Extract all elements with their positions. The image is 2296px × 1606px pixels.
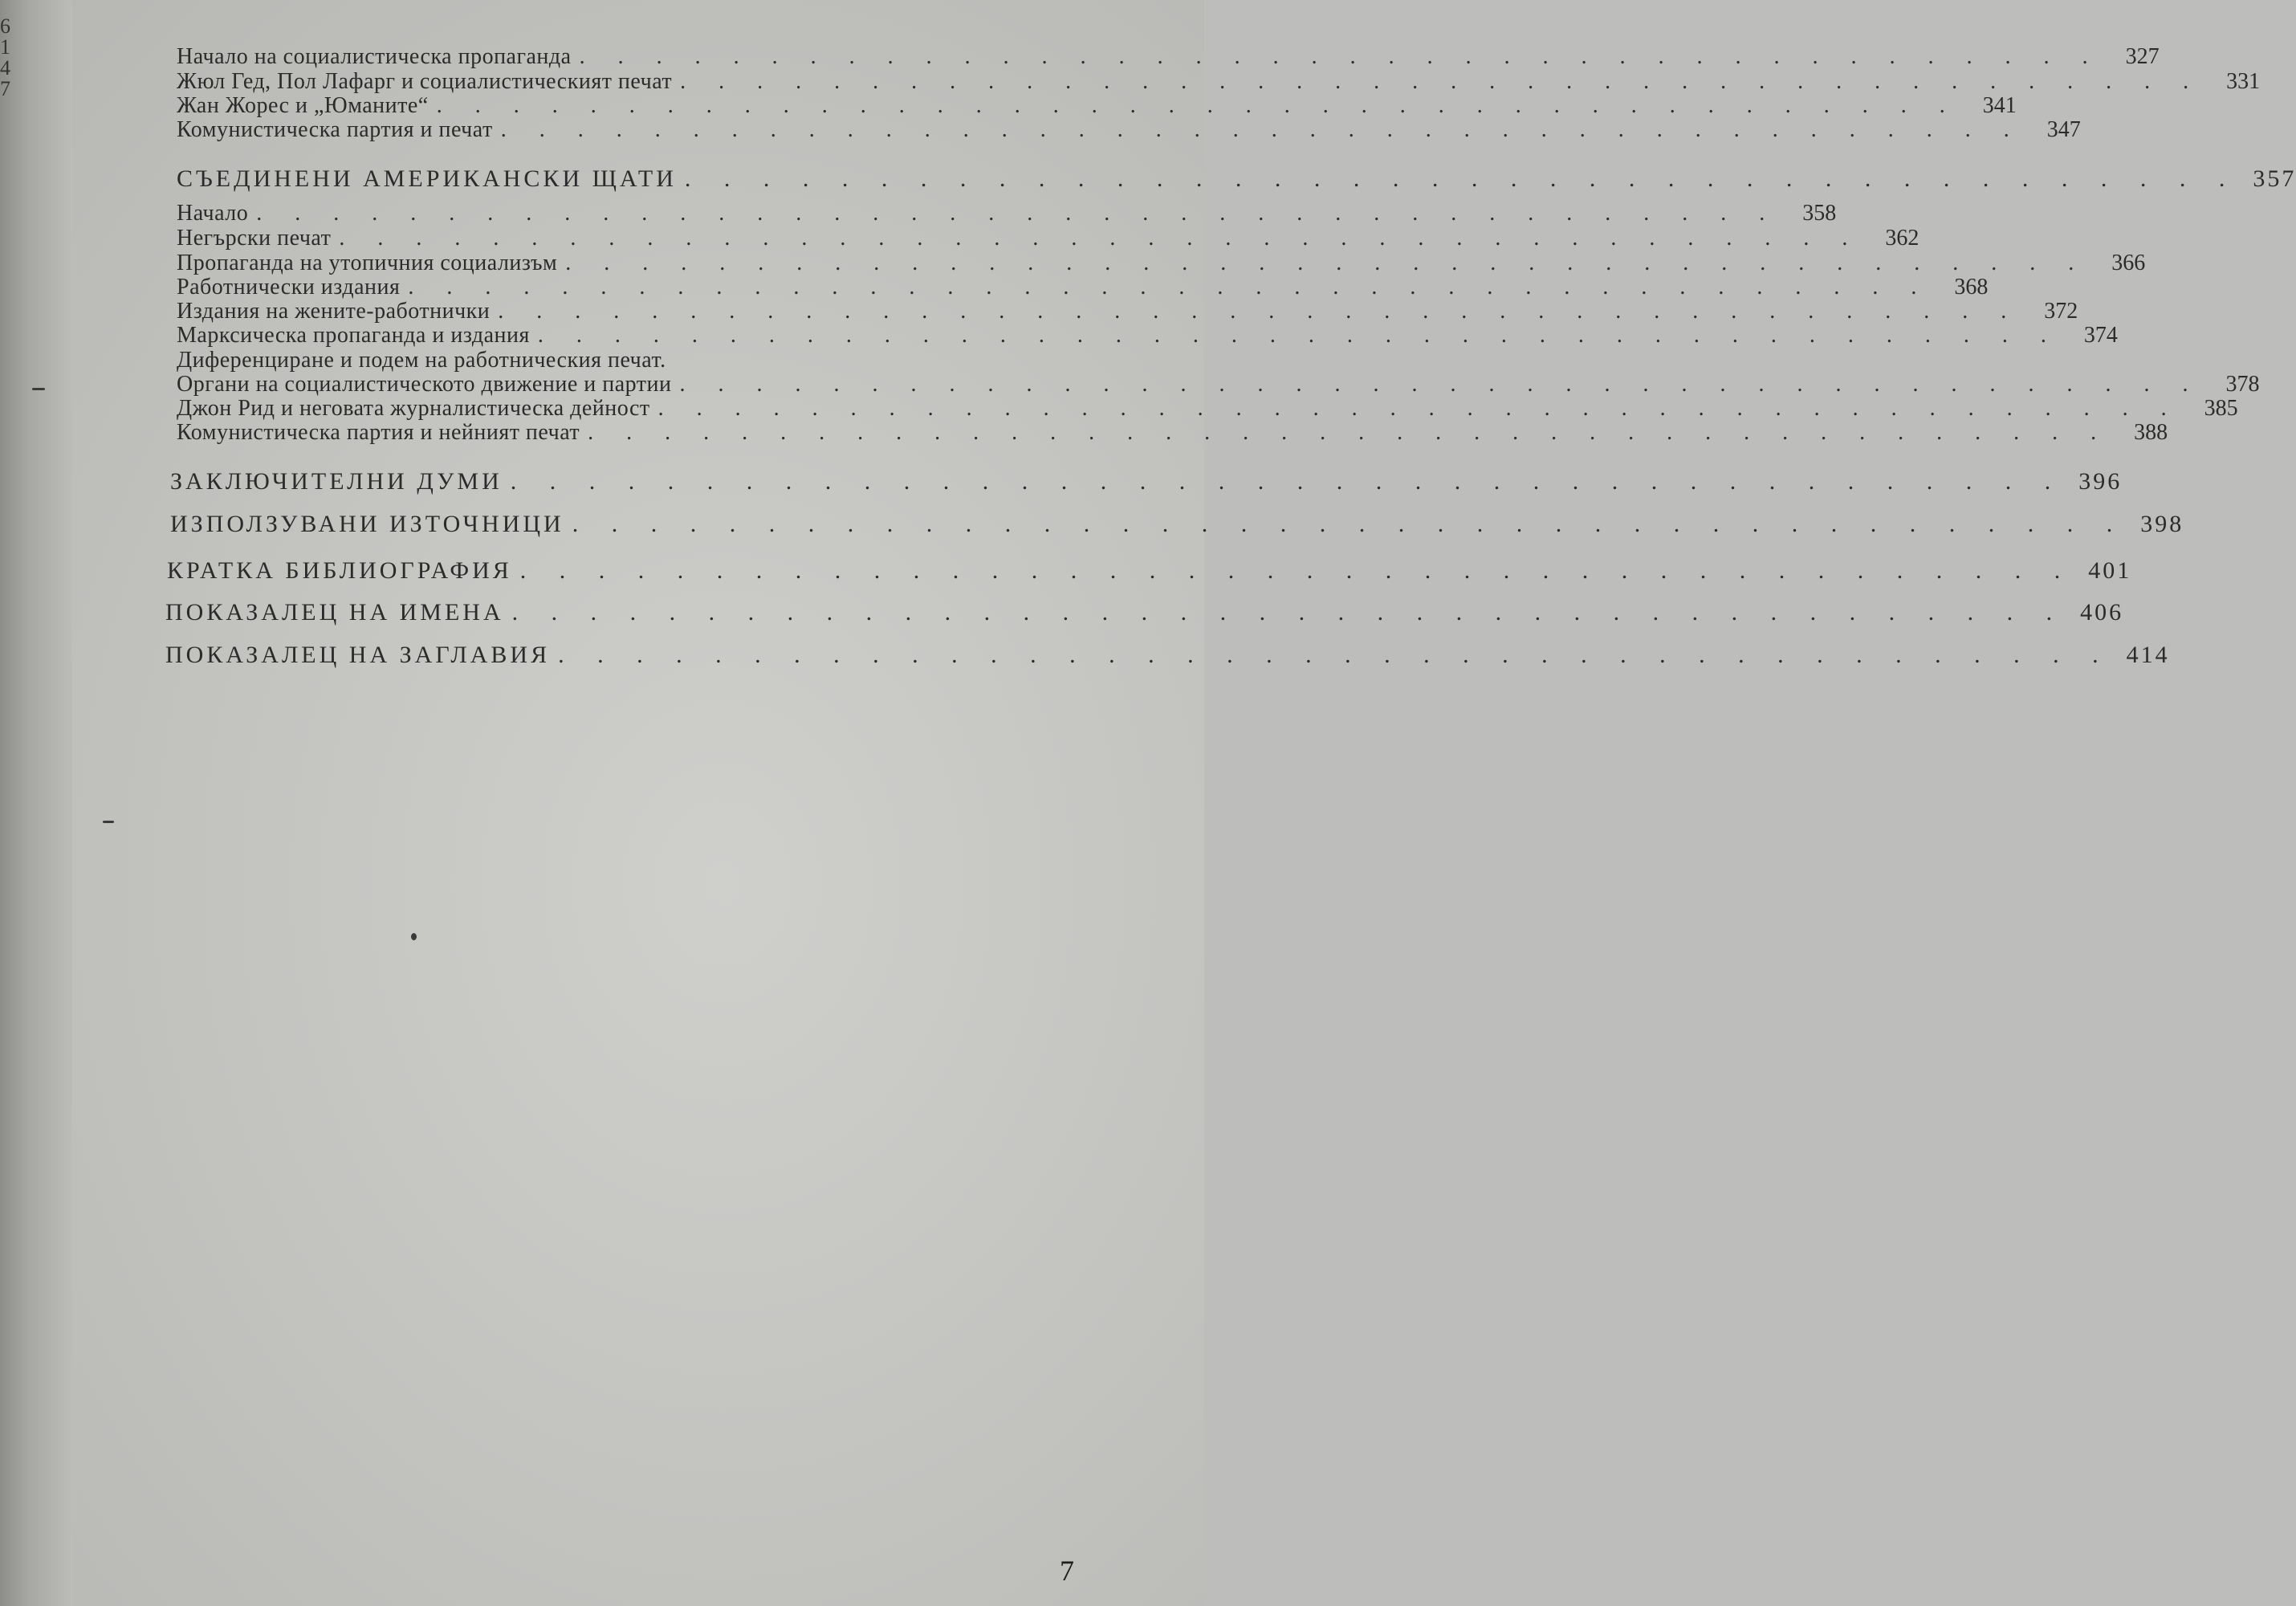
toc-entry <box>177 299 2078 324</box>
toc-section-page: 396 <box>2078 468 2123 495</box>
toc-entry-title: Пропаганда на утопичния социализъм <box>177 251 558 275</box>
paper-speck <box>32 388 45 390</box>
toc-leader: . . . . . . . . . . . . . . . . . . . . . . . . . . . . . . . . . . . . . . . . <box>510 468 2065 495</box>
toc-leader: . . . . . . . . . . . . . . . . . . . . . . . . . . . . . . . . . . . . . . . . <box>256 201 1779 226</box>
toc-entry <box>177 93 2017 118</box>
toc-entry <box>177 226 1919 251</box>
toc-leader: . . . . . . . . . . . . . . . . . . . . . . . . . . . . . . . . . . . . . . . . <box>498 299 2021 324</box>
toc-entry-page: 368 <box>1954 275 1989 300</box>
toc-section-page: 406 <box>2080 599 2124 626</box>
toc-leader: . . . . . . . . . . . . . . . . . . . . . . . . . . . . . . . . . . . . . . . . <box>572 511 2127 537</box>
toc-leader: . . . . . . . . . . . . . . . . . . . . . . . . . . . . . . . . . . . . . . . . <box>558 642 2112 668</box>
toc-entry-page: 385 <box>2204 396 2238 421</box>
toc-entry-title: Жюл Гед, Пол Лафарг и социалистическият печат <box>177 69 673 94</box>
toc-section-title: КРАТКА БИБЛИОГРАФИЯ <box>167 557 512 584</box>
toc-entry-title: Комунистическа партия и печат <box>177 117 493 142</box>
toc-entry-page: 347 <box>2046 117 2081 142</box>
toc-section-heading <box>177 165 2296 193</box>
toc-leader: . . . . . . . . . . . . . . . . . . . . . . . . . . . . . . . . . . . . . . . . <box>679 372 2202 397</box>
toc-section-title: ЗАКЛЮЧИТЕЛНИ ДУМИ <box>170 468 503 495</box>
toc-entry <box>177 117 2081 142</box>
toc-entry-page: 378 <box>2225 372 2260 397</box>
toc-entry <box>177 420 2168 445</box>
toc-leader: . . . . . . . . . . . . . . . . . . . . . . . . . . . . . . . . . . . . . . . . <box>565 251 2088 275</box>
toc-entry <box>177 323 2118 348</box>
toc-entry <box>177 348 1092 372</box>
toc-entry-page: 366 <box>2111 251 2146 275</box>
toc-leader: . . . . . . . . . . . . . . . . . . . . . . . . . . . . . . . . . . . . . . . . <box>684 165 2239 192</box>
toc-entry-page: 362 <box>1885 226 1919 251</box>
toc-entry-page: 358 <box>1802 201 1837 226</box>
toc-section-heading <box>165 642 2170 669</box>
toc-section-title: СЪЕДИНЕНИ АМЕРИКАНСКИ ЩАТИ <box>177 165 677 192</box>
toc-section-page: 414 <box>2126 642 2170 668</box>
toc-entry-title: Органи на социалистическото движение и партии <box>177 372 672 397</box>
toc-leader: . . . . . . . . . . . . . . . . . . . . . . . . . . . . . . . . . . . . . . . . <box>408 275 1931 300</box>
toc-entry-page: 372 <box>2044 299 2078 324</box>
toc-leader: . . . . . . . . . . . . . . . . . . . . . . . . . . . . . . . . . . . . . . . . <box>579 44 2102 69</box>
toc-entry-page: 341 <box>1982 93 2017 118</box>
toc-entry-title: Марксическа пропаганда и издания <box>177 323 530 348</box>
toc-entry <box>177 396 2238 421</box>
toc-leader: . . . . . . . . . . . . . . . . . . . . . . . . . . . . . . . . . . . . . . . . <box>339 226 1862 251</box>
toc-entry-page: 327 <box>2125 44 2160 69</box>
toc-entry <box>177 44 2160 69</box>
toc-entry <box>177 372 2260 397</box>
toc-entry-page: 374 <box>2083 323 2118 348</box>
toc-section-heading <box>170 511 2184 538</box>
toc-entry <box>177 201 1837 226</box>
toc-section-title: ПОКАЗАЛЕЦ НА ЗАГЛАВИЯ <box>165 642 551 668</box>
page-number: 7 <box>1060 1555 1074 1587</box>
toc-section-page: 401 <box>2088 557 2132 584</box>
toc-entry-page: 331 <box>2226 69 2261 94</box>
toc-entry-title: Начало <box>177 201 249 226</box>
table-of-contents <box>0 0 2296 723</box>
previous-page-edge-text: 6 1 4 7 <box>0 14 10 100</box>
paper-speck <box>411 933 417 940</box>
toc-entry-title: Жан Жорес и „Юманите“ <box>177 93 429 118</box>
toc-section-page: 398 <box>2140 511 2184 537</box>
toc-entry <box>177 251 2146 275</box>
toc-leader: . . . . . . . . . . . . . . . . . . . . . . . . . . . . . . . . . . . . . . . . <box>657 396 2180 421</box>
paper-speck <box>103 821 114 823</box>
toc-entry <box>177 275 1989 300</box>
toc-leader: . . . . . . . . . . . . . . . . . . . . . . . . . . . . . . . . . . . . . . . . <box>680 69 2203 94</box>
toc-leader: . . . . . . . . . . . . . . . . . . . . . . . . . . . . . . . . . . . . . . . . <box>436 93 1959 118</box>
toc-section-title: ПОКАЗАЛЕЦ НА ИМЕНА <box>165 599 504 626</box>
toc-leader: . . . . . . . . . . . . . . . . . . . . . . . . . . . . . . . . . . . . . . . . <box>500 117 2023 142</box>
toc-entry-title: Начало на социалистическа пропаганда <box>177 44 572 69</box>
toc-entry-title: Издания на жените-работнички <box>177 299 491 324</box>
toc-section-heading <box>170 468 2123 495</box>
toc-section-heading <box>167 557 2132 585</box>
toc-leader: . . . . . . . . . . . . . . . . . . . . . . . . . . . . . . . . . . . . . . . . <box>511 599 2066 626</box>
toc-section-page: 357 <box>2253 165 2296 192</box>
toc-entry-page: 388 <box>2134 420 2168 445</box>
toc-leader: . . . . . . . . . . . . . . . . . . . . . . . . . . . . . . . . . . . . . . . . <box>588 420 2111 445</box>
toc-leader: . . . . . . . . . . . . . . . . . . . . . . . . . . . . . . . . . . . . . . . . <box>519 557 2074 584</box>
toc-entry-title: Диференциране и подем на работническия печат. <box>177 348 666 373</box>
toc-leader: . . . . . . . . . . . . . . . . . . . . . . . . . . . . . . . . . . . . . . . . <box>537 323 2060 348</box>
toc-section-title: ИЗПОЛЗУВАНИ ИЗТОЧНИЦИ <box>170 511 564 537</box>
toc-entry-title: Джон Рид и неговата журналистическа дейност <box>177 396 650 421</box>
toc-entry-title: Комунистическа партия и нейният печат <box>177 420 580 445</box>
toc-entry <box>177 69 2261 94</box>
toc-section-heading <box>165 599 2124 626</box>
toc-entry-title: Негърски печат <box>177 226 332 251</box>
toc-entry-title: Работнически издания <box>177 275 401 300</box>
